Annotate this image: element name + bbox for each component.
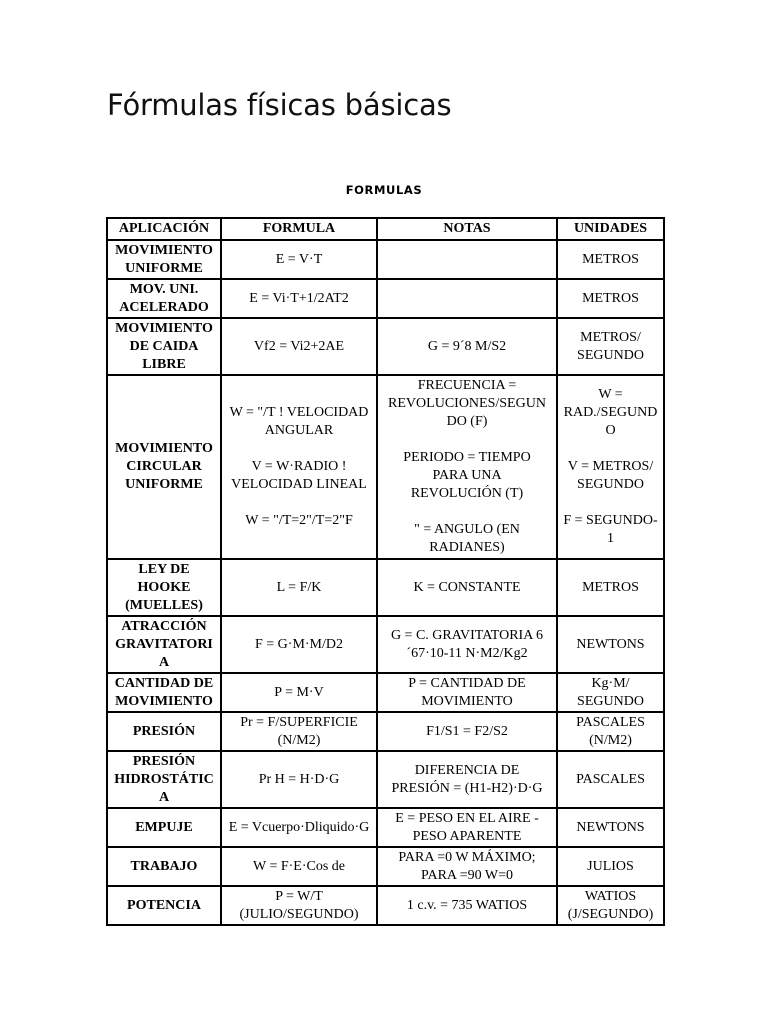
cell-unidades [557,673,664,712]
formulas-table [106,217,665,926]
cell-text: REVOLUCIÓN (T) [410,486,524,501]
cell-text: MOVIMIENTO [115,693,213,709]
cell-text: 1 [607,531,614,546]
cell-formula [221,847,377,886]
cell-text: ´67·10-11 N·M2/Kg2 [406,645,528,661]
cell-text: PARA =0 W MÁXIMO; [398,849,536,865]
cell-notas [377,279,557,318]
cell-text: EMPUJE [135,819,193,835]
cell-aplicacion [107,751,221,808]
cell-notas [377,847,557,886]
cell-text: PRESIÓN [132,723,196,739]
cell-unidades [557,808,664,847]
table-body [107,240,664,925]
cell-text: CANTIDAD DE [114,675,214,691]
cell-text: Pr = F/SUPERFICIE [240,714,358,730]
cell-text: METROS [582,251,639,267]
cell-notas [377,559,557,616]
cell-notas [377,673,557,712]
cell-text: NEWTONS [576,636,645,652]
cell-text: P = CANTIDAD DE [408,675,526,691]
cell-formula [221,559,377,616]
cell-text: METROS [582,290,639,306]
table-row [107,886,664,925]
cell-text: 1 c.v. = 735 WATIOS [406,897,528,913]
cell-text: E = Vi·T+1/2AT2 [249,290,349,306]
cell-text: P = W/T [275,888,323,904]
cell-text: SEGUNDO [577,693,644,709]
cell-notas [377,886,557,925]
table-row [107,279,664,318]
cell-text: (MUELLES) [125,597,203,613]
cell-aplicacion [107,318,221,375]
cell-text: F = SEGUNDO- [563,513,658,528]
cell-unidades [557,616,664,673]
cell-text: W = "/T ! VELOCIDAD [229,405,369,420]
cell-unidades [557,712,664,751]
cell-text: ANGULAR [264,423,334,438]
cell-aplicacion [107,375,221,559]
cell-formula [221,318,377,375]
cell-text: ATRACCIÓN [121,618,207,634]
cell-text: PRESIÓN = (H1-H2)·D·G [391,780,543,796]
cell-formula [221,751,377,808]
cell-text: NEWTONS [576,819,645,835]
cell-text: E = PESO EN EL AIRE - [395,810,539,826]
cell-text: PARA UNA [432,468,502,483]
cell-text: REVOLUCIONES/SEGUN [388,396,546,411]
cell-text: W = "/T=2"/T=2"F [245,513,353,528]
cell-spacer [379,431,555,449]
cell-text: RADIANES) [429,540,505,555]
cell-aplicacion [107,886,221,925]
cell-text: DE CAIDA [129,338,199,354]
table-row [107,318,664,375]
cell-aplicacion [107,808,221,847]
cell-text: METROS/ [580,329,641,345]
cell-formula [221,712,377,751]
cell-text: V = METROS/ [567,459,654,474]
cell-text: DIFERENCIA DE [414,762,520,778]
cell-text: Vf2 = Vi2+2AE [253,338,345,354]
cell-text: MOVIMIENTO [421,693,513,709]
cell-text: HOOKE [137,579,191,595]
cell-notas [377,808,557,847]
cell-aplicacion [107,847,221,886]
cell-text: HIDROSTÁTIC [114,771,214,787]
cell-text: LIBRE [142,356,186,372]
table-row [107,712,664,751]
cell-notas [377,318,557,375]
cell-text: O [605,423,616,438]
cell-text: METROS [582,579,639,595]
cell-text: E = Vcuerpo·Dliquido·G [228,819,370,835]
cell-text: RAD./SEGUND [563,405,658,420]
header-notas: NOTAS [377,218,557,240]
cell-text: Kg·M/ [591,675,630,691]
cell-spacer [379,503,555,521]
cell-text: (N/M2) [589,732,632,748]
cell-text: LEY DE [138,561,190,577]
cell-text: PARA =90 W=0 [420,867,514,883]
cell-text: (J/SEGUNDO) [567,906,654,922]
table-row [107,559,664,616]
header-unidades: UNIDADES [557,218,664,240]
cell-unidades [557,559,664,616]
cell-text: L = F/K [276,579,322,595]
cell-text: (JULIO/SEGUNDO) [239,906,359,922]
cell-aplicacion [107,279,221,318]
table-header-row [107,218,664,240]
cell-text: A [158,789,170,805]
cell-text: " = ANGULO (EN [414,522,520,537]
cell-notas [377,375,557,559]
cell-text: E = V·T [275,251,323,267]
cell-text: P = M·V [274,684,324,700]
cell-text: DO (F) [446,414,488,429]
cell-text: V = W·RADIO ! [251,459,347,474]
cell-text: PASCALES [576,771,645,787]
cell-text: W = F·E·Cos de [252,858,346,874]
cell-text: SEGUNDO [577,347,644,363]
table-row [107,673,664,712]
cell-notas [377,712,557,751]
table-caption: FORMULAS [345,183,423,197]
cell-text: F1/S1 = F2/S2 [426,723,508,739]
cell-text: (N/M2) [277,732,321,748]
cell-aplicacion [107,673,221,712]
cell-unidades [557,375,664,559]
cell-formula [221,616,377,673]
cell-text: TRABAJO [130,858,198,874]
cell-aplicacion [107,559,221,616]
header-aplicacion: APLICACIÓN [107,218,221,240]
cell-text: UNIFORME [125,260,203,276]
cell-unidades [557,886,664,925]
cell-text: PASCALES [576,714,645,730]
cell-formula [221,886,377,925]
cell-text: FRECUENCIA = [417,378,517,393]
cell-aplicacion [107,712,221,751]
cell-text: MOV. UNI. [129,281,199,297]
page-title: Fórmulas físicas básicas [107,88,452,122]
cell-text: MOVIMIENTO [115,320,213,336]
cell-text: CIRCULAR [126,459,202,474]
cell-unidades [557,240,664,279]
cell-text: WATIOS [584,888,637,904]
cell-unidades [557,847,664,886]
cell-text: JULIOS [587,858,634,874]
cell-formula [221,375,377,559]
cell-text: UNIFORME [125,477,203,492]
table-row [107,240,664,279]
cell-text: POTENCIA [127,897,201,913]
cell-text: MOVIMIENTO [115,441,213,456]
cell-text: MOVIMIENTO [115,242,213,258]
cell-text: G = C. GRAVITATORIA 6 [390,627,544,643]
cell-text: G = 9´8 M/S2 [427,338,507,354]
cell-text: Pr H = H·D·G [258,771,340,787]
cell-text: VELOCIDAD LINEAL [231,477,367,492]
cell-spacer [559,494,662,512]
cell-text: PERIODO = TIEMPO [403,450,531,465]
cell-text: PRESIÓN [132,753,196,769]
cell-spacer [223,440,375,458]
cell-text: W = [598,387,623,402]
cell-formula [221,673,377,712]
cell-aplicacion [107,240,221,279]
cell-spacer [223,494,375,512]
cell-notas [377,616,557,673]
cell-unidades [557,751,664,808]
table-row [107,847,664,886]
cell-notas [377,240,557,279]
cell-text: F = G·M·M/D2 [254,636,343,652]
table-row [107,375,664,559]
cell-text: ACELERADO [119,299,209,315]
cell-text: A [158,654,170,670]
cell-aplicacion [107,616,221,673]
cell-text: PESO APARENTE [412,828,522,844]
cell-formula [221,279,377,318]
cell-text: SEGUNDO [577,477,644,492]
cell-spacer [559,440,662,458]
header-formula: FORMULA [221,218,377,240]
cell-formula [221,240,377,279]
cell-text: K = CONSTANTE [413,579,521,595]
cell-unidades [557,279,664,318]
cell-formula [221,808,377,847]
cell-notas [377,751,557,808]
cell-text: GRAVITATORI [115,636,213,652]
table-row [107,751,664,808]
table-row [107,808,664,847]
table-row [107,616,664,673]
cell-unidades [557,318,664,375]
